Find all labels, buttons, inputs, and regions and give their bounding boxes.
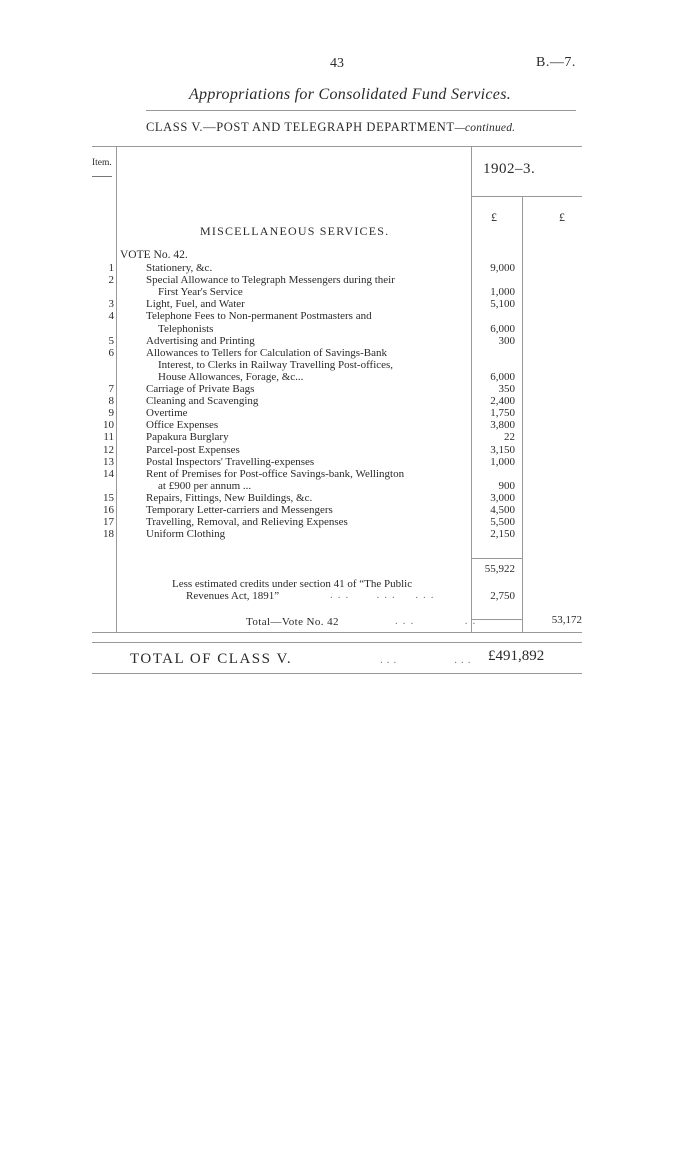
total-vote-label: Total—Vote No. 42 [246, 616, 339, 628]
item-number: 14 [103, 467, 114, 480]
item-amount: 6,000 [490, 322, 515, 335]
item-amount: 4,500 [490, 504, 515, 516]
item-number: 3 [108, 298, 114, 311]
item-amount: 1,000 [490, 455, 515, 468]
item-number: 9 [108, 407, 114, 420]
item-amount: 3,800 [490, 419, 515, 432]
item-description: Carriage of Private Bags [146, 383, 255, 395]
item-description: Travelling, Removal, and Relieving Expenses [146, 516, 348, 529]
item-description: Interest, to Clerks in Railway Travelling Post-offices, [158, 358, 394, 371]
item-amount: 6,000 [490, 370, 515, 383]
item-amount: 22 [504, 431, 515, 444]
table-top-rule [92, 146, 582, 147]
item-header-rule [92, 176, 112, 177]
subtotal-rule [471, 558, 522, 559]
item-amount: 1,750 [490, 407, 515, 420]
page-title: Appropriations for Consolidated Fund Services. [188, 86, 512, 103]
item-description: Overtime [146, 407, 188, 420]
item-amount: 1,000 [490, 286, 515, 299]
item-description: Cleaning and Scavenging [146, 395, 259, 408]
item-amount: 3,000 [490, 491, 515, 504]
item-amount: 3,150 [490, 443, 515, 456]
currency-symbol-totals: £ [559, 210, 565, 224]
class-title [146, 120, 515, 135]
item-amount: 350 [498, 383, 515, 395]
item-amount: 2,400 [490, 395, 515, 408]
item-description: Papakura Burglary [146, 431, 229, 444]
item-amount: 2,150 [490, 528, 515, 541]
item-amount: 5,100 [490, 298, 515, 311]
item-description: Allowances to Tellers for Calculation of Savings-Bank [146, 346, 387, 359]
item-number: 11 [103, 431, 114, 444]
year-rule [471, 196, 582, 197]
item-description: House Allowances, Forage, &c... [158, 370, 304, 383]
total-vote-leader: ... .. [395, 615, 481, 627]
class-title-text: CLASS V.—POST AND TELEGRAPH DEPARTMENT [146, 120, 455, 134]
item-description: Repairs, Fittings, New Buildings, &c. [146, 491, 313, 504]
item-number: 1 [108, 262, 114, 274]
grand-total-label: TOTAL OF CLASS V. [130, 651, 293, 667]
item-amount: 5,500 [490, 516, 515, 529]
item-number: 2 [108, 274, 114, 287]
item-description: Telephonists [158, 322, 214, 335]
item-amount: 300 [498, 334, 515, 347]
item-number: 12 [103, 443, 114, 456]
year-header: 1902–3. [483, 161, 536, 177]
item-number: 10 [103, 419, 114, 432]
item-description: at £900 per annum ... [158, 479, 252, 492]
total-vote-amount: 53,172 [551, 614, 582, 626]
table-bottom-rule [92, 632, 582, 633]
item-number: 8 [108, 395, 114, 408]
item-description: Light, Fuel, and Water [146, 298, 245, 311]
item-description: Stationery, &c. [146, 262, 213, 274]
item-amount: 9,000 [490, 262, 515, 274]
class-title-suffix: —continued. [454, 122, 516, 134]
item-number: 6 [108, 346, 114, 359]
item-number: 13 [103, 455, 114, 468]
page-number: 43 [330, 56, 344, 71]
item-number: 16 [103, 504, 114, 516]
item-description: Parcel-post Expenses [146, 443, 240, 456]
item-description: Advertising and Printing [146, 334, 255, 347]
title-rule [146, 110, 576, 111]
vote-label: VOTE No. 42. [120, 249, 188, 261]
total-column-rule [522, 196, 523, 632]
item-description: Telephone Fees to Non-permanent Postmasters and [146, 310, 372, 323]
credits-line-2: Revenues Act, 1891” [186, 590, 280, 602]
credits-leader: ... ... ... [330, 589, 439, 601]
item-column-rule [116, 147, 117, 632]
item-number: 15 [103, 491, 114, 504]
item-number: 4 [108, 310, 114, 323]
item-amount: 900 [498, 479, 515, 492]
item-number: 5 [108, 334, 114, 347]
credits-amount: 2,750 [490, 590, 515, 602]
item-number: 18 [103, 528, 114, 541]
currency-symbol-amounts: £ [491, 210, 497, 224]
item-description: First Year's Service [158, 286, 243, 299]
item-description: Postal Inspectors' Travelling-expenses [146, 455, 315, 468]
grand-total-top-rule [92, 642, 582, 643]
item-description: Uniform Clothing [146, 528, 226, 541]
credits-line-1: Less estimated credits under section 41 of “The Public [172, 578, 413, 590]
grand-total-leader: ... ... [380, 654, 475, 666]
item-description: Temporary Letter-carriers and Messengers [146, 504, 333, 516]
item-description: Special Allowance to Telegraph Messengers during their [146, 274, 395, 287]
item-description: Office Expenses [146, 419, 219, 432]
document-reference: B.—7. [536, 55, 576, 70]
subtotal-amount: 55,922 [484, 563, 515, 575]
grand-total-amount: £491,892 [488, 648, 545, 664]
item-number: 7 [108, 383, 114, 395]
item-description: Rent of Premises for Post-office Savings-bank, Wellington [146, 467, 405, 480]
section-title: MISCELLANEOUS SERVICES. [200, 224, 390, 238]
grand-total-bottom-rule [92, 673, 582, 674]
item-column-header: Item. [92, 158, 112, 168]
item-number: 17 [103, 516, 114, 529]
